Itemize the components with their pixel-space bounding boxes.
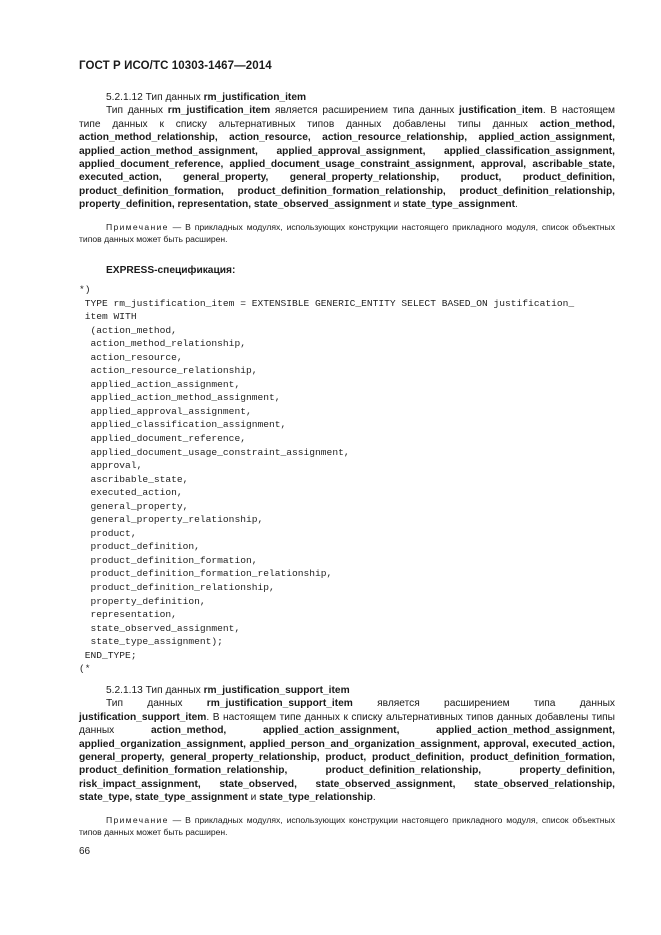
- heading-type-name: rm_justification_item: [203, 92, 307, 103]
- note-text: — В прикладных модулях, использующих конструкции настоящего прикладного модуля, список объектных типов данных может быть расширен.: [79, 814, 615, 837]
- type-name: state_type_assignment: [402, 199, 515, 211]
- text-run: является расширением типа данных: [270, 105, 460, 117]
- text-run: и: [390, 199, 403, 211]
- type-name: state_type_relationship: [259, 792, 373, 804]
- text-run: .: [372, 792, 376, 804]
- type-list: action_method, action_method_relationship, action_resource, action_resource_relationship, applied_action_assignment, applied_action_method_assignment, applied_approval_assignment, applied_classification_assignment, applied_document_reference, applied_document_usage_constraint_assignment, approval, ascribable_state, executed_action, general_property, general_property_relationship, product, product_definition, product_definition_formation, product_definition_formation_relationship, product_definition_relationship, property_definition, representation, state_observed_assignment: [79, 118, 615, 211]
- heading-prefix: 5.2.1.13 Тип данных: [106, 685, 204, 696]
- section-paragraph: [79, 104, 615, 211]
- document-header: ГОСТ Р ИСО/ТС 10303-1467—2014: [79, 60, 272, 72]
- note: [79, 221, 615, 245]
- heading-prefix: 5.2.1.12 Тип данных: [106, 92, 204, 103]
- type-name: rm_justification_support_item: [206, 698, 353, 710]
- type-list: action_method, applied_action_assignment, applied_action_method_assignment, applied_organization_assignment, applied_person_and_organization_assignment, approval, executed_action, general_property, general_property_relationship, product, product_definition, product_definition_formation, product_definition_formation_relationship, product_definition_relationship, property_definition, risk_impact_assignment, state_observed, state_observed_assignment, state_observed_relationship, state_type, state_type_assignment: [79, 725, 615, 804]
- type-name: rm_justification_item: [167, 105, 271, 117]
- section-heading: [79, 684, 615, 697]
- heading-type-name: rm_justification_support_item: [203, 685, 350, 696]
- note: [79, 814, 615, 838]
- text-run: Тип данных: [106, 698, 207, 710]
- express-spec-label: EXPRESS-спецификация:: [106, 265, 236, 276]
- note-label: Примечание: [106, 221, 169, 232]
- type-name: justification_support_item: [79, 711, 207, 723]
- text-run: .: [514, 199, 518, 211]
- text-run: и: [247, 792, 260, 804]
- express-code-block: *) TYPE rm_justification_item = EXTENSIBLE GENERIC_ENTITY SELECT BASED_ON justification_ item WITH (action_method, action_method_relationship, action_resource, action_resource_relationship, applied_action_assignment, applied_action_method_assignment, applied_approval_assignment, applied_classification_assignment, applied_document_reference, applied_document_usage_constraint_assignment, approval, ascribable_state, executed_action, general_property, general_property_relationship, product, product_definition, product_definition_formation, product_definition_formation_relationship, product_definition_relationship, property_definition, representation, state_observed_assignment, state_type_assignment); END_TYPE; (*: [79, 284, 575, 675]
- type-name: justification_item: [459, 105, 543, 117]
- section-heading: [79, 91, 615, 104]
- section-paragraph: [79, 697, 615, 804]
- section-5-2-1-13: [79, 684, 615, 838]
- note-text: — В прикладных модулях, использующих конструкции настоящего прикладного модуля, список объектных типов данных может быть расширен.: [79, 221, 615, 244]
- section-5-2-1-12: [79, 91, 615, 245]
- text-run: . В настоящем типе данных к списку альтернативных типов данных добавлены типы данных: [79, 105, 616, 130]
- text-run: Тип данных: [106, 105, 168, 117]
- text-run: является расширением типа данных: [352, 698, 615, 710]
- text-run: . В настоящем типе данных к списку альтернативных типов данных добавлены типы данных: [79, 711, 615, 737]
- note-label: Примечание: [106, 814, 169, 825]
- page-number: 66: [79, 846, 91, 857]
